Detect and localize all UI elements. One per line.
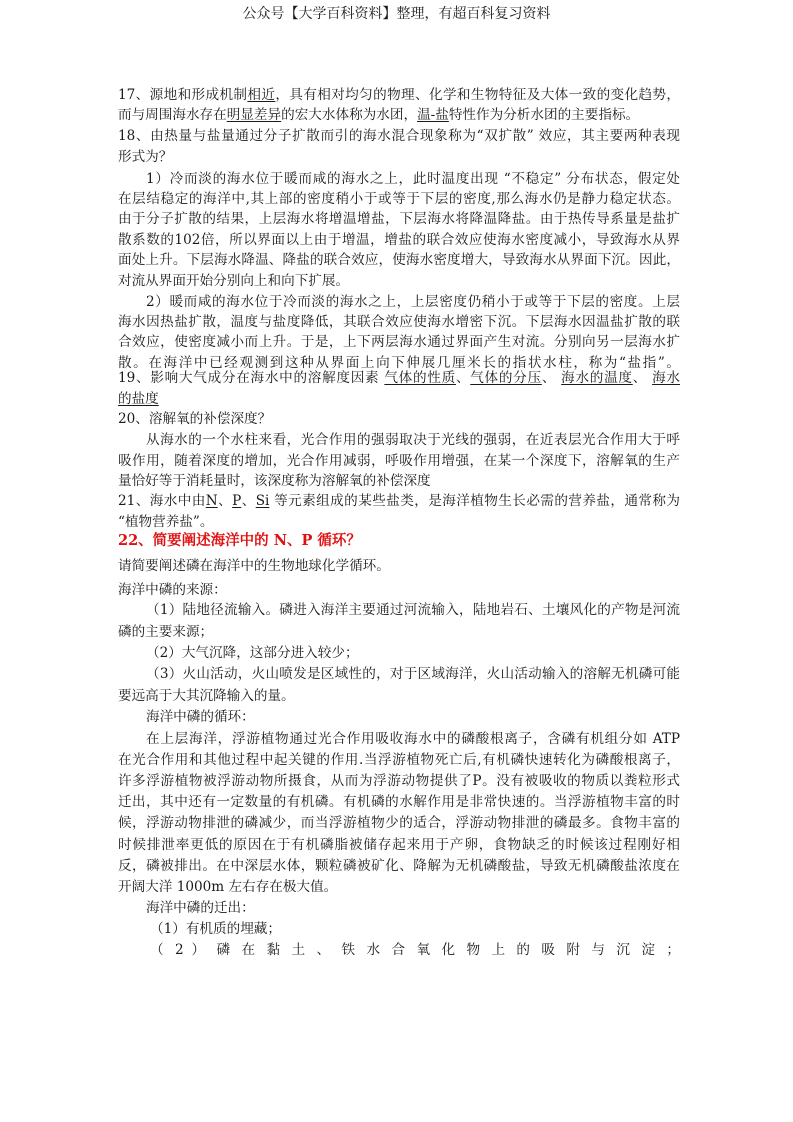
- text-line: [118, 835, 680, 855]
- text-segment: 、: [455, 370, 471, 386]
- text-line: [150, 919, 680, 939]
- text-line: [146, 430, 680, 450]
- text-segment: 磷的主要来源；: [118, 624, 214, 640]
- text-line: [118, 389, 680, 409]
- text-segment: 、: [241, 493, 256, 509]
- text-segment: 海洋中磷的循环：: [146, 709, 255, 725]
- underlined-term: Si: [255, 493, 270, 509]
- text-segment: 合效应，使密度减小而上升。于是，上下两层海水通过界面产生对流。分别向另一层海水扩: [118, 334, 680, 350]
- text-segment: 1）冷而淡的海水位于暖而咸的海水之上，此时温度出现 “不稳定” 分布状态，假定处: [146, 171, 680, 187]
- text-line: [146, 664, 680, 684]
- text-line: [118, 368, 680, 388]
- text-segment: 海洋中磷的来源：: [118, 582, 227, 598]
- text-segment: 迁出，其中还有一定数量的有机磷。有机磷的水解作用是非常快速的。当浮游植物丰富的时: [118, 794, 680, 810]
- text-segment: 要远高于大其沉降输入的量。: [118, 688, 295, 704]
- text-segment: 从海水的一个水柱来看，光合作用的强弱取决于光线的强弱，在近表层光合作用大于呼: [146, 432, 680, 448]
- text-line: [146, 707, 680, 727]
- text-line: [118, 491, 680, 511]
- text-segment: 对流从界面开始分别向上和向下扩展。: [118, 273, 350, 289]
- text-segment: ，具有相对均匀的物理、化学和生物特征及大体一致的变化趋势，: [275, 87, 680, 103]
- page-header: 公众号【大学百科资料】整理，有超百科复习资料: [242, 6, 551, 22]
- text-segment: 而与周围海水存在: [118, 107, 227, 123]
- text-segment: 开阔大洋 1000m 左右存在极大值。: [118, 879, 338, 895]
- text-segment: 面处上升。下层海水降温、降盐的联合效应，使海水密度增大，导致海水从界面下沉。因此，: [118, 252, 680, 268]
- text-segment: 21、海水中由: [118, 493, 206, 509]
- text-line: [118, 792, 680, 812]
- text-segment: 特性作为分析水团的主要指标。: [448, 107, 640, 123]
- text-segment: 、: [632, 370, 653, 386]
- text-segment: 22、简要阐述海洋中的 N、P 循环？: [118, 532, 361, 549]
- text-segment: 18、由热量与盐量通过分子扩散而引的海水混合现象称为“双扩散” 效应，其主要两种表现: [118, 128, 680, 144]
- text-segment: （1）有机质的埋藏；: [150, 921, 281, 937]
- text-segment: 2）暖而咸的海水位于冷而淡的海水之上，上层密度仍稍小于或等于下层的密度。上层: [146, 294, 680, 310]
- text-line: [118, 126, 680, 146]
- text-line: [118, 209, 680, 229]
- underlined-term: 气体的性质: [384, 370, 456, 386]
- text-line: [118, 250, 680, 270]
- text-segment: 候，浮游动物排泄的磷减少，而当浮游植物少的适合，浮游动物排泄的磷最多。食物丰富的: [118, 815, 680, 831]
- text-line: [118, 312, 680, 332]
- text-segment: 时候排泄率更低的原因在于有机磷脂被储存起来用于产卵，食物缺乏的时候该过程刚好相: [118, 837, 680, 853]
- text-segment: 海洋中磷的迁出：: [146, 900, 255, 916]
- text-segment: 在上层海洋，浮游植物通过光合作用吸收海水中的磷酸根离子，含磷有机组分如 ATP: [146, 731, 680, 747]
- text-segment: 在层结稳定的海洋中,其上部的密度稍小于或等于下层的密度,那么海水仍是静力稳定状态。: [118, 191, 680, 207]
- text-line: [118, 271, 680, 291]
- text-line: [118, 451, 680, 471]
- text-line: [118, 813, 680, 833]
- text-line: [146, 292, 680, 312]
- underlined-term: 气体的分压: [470, 370, 542, 386]
- text-segment: 海水因热盐扩散，温度与盐度降低，其联合效应使海水增密下沉。下层海水因温盐扩散的联: [118, 314, 680, 330]
- text-line: [118, 147, 680, 167]
- text-segment: 请简要阐述磷在海洋中的生物地球化学循环。: [118, 558, 390, 574]
- text-segment: 反，磷被排出。在中深层水体，颗粒磷被矿化、降解为无机磷酸盐，导致无机磷酸盐浓度在: [118, 858, 680, 874]
- text-segment: 散。在海洋中已经观测到这种从界面上向下伸展几厘米长的指状水柱，称为“盐指”。: [118, 355, 680, 371]
- text-segment: （2）大气沉降，这部分进入较少；: [146, 645, 359, 661]
- text-segment: 吸作用，随着深度的增加，光合作用减弱，呼吸作用增强，在某一个深度下，溶解氧的生产: [118, 453, 680, 469]
- text-line: [146, 643, 680, 663]
- underlined-term: 海水的温度: [561, 370, 633, 386]
- text-segment: 量恰好等于消耗量时，该深度称为溶解氧的补偿深度: [118, 473, 431, 489]
- underlined-term: P: [232, 493, 242, 509]
- text-segment: 等元素组成的某些盐类，是海洋植物生长必需的营养盐，通常称为: [269, 493, 681, 509]
- text-segment: （1）陆地径流输入。磷进入海洋主要通过河流输入，陆地岩石、土壤风化的产物是河流: [146, 602, 680, 618]
- text-line: [118, 189, 680, 209]
- text-segment: 的宏大水体称为水团，: [281, 107, 418, 123]
- text-segment: 、: [217, 493, 233, 509]
- text-segment: 19、影响大气成分在海水中的溶解度因素: [118, 370, 385, 386]
- text-segment: “植物营养盐”。: [118, 514, 214, 530]
- text-segment: （ 2 ） 磷 在 黏 土 、 铁 水 合 氧 化 物 上 的 吸 附 与 沉 淀 ；: [150, 942, 680, 958]
- text-line: [118, 409, 680, 429]
- text-segment: 在光合作用和其他过程中起关键的作用.当浮游植物死亡后,有机磷快速转化为磷酸根离子，: [118, 752, 680, 768]
- text-line: [118, 556, 680, 576]
- text-line: [118, 622, 680, 642]
- text-line: [118, 750, 680, 770]
- section-heading: [118, 531, 680, 551]
- text-segment: 由于分子扩散的结果，上层海水将增温增盐，下层海水将降温降盐。由于热传导系量是盐扩: [118, 211, 680, 227]
- underlined-term: N: [205, 493, 218, 509]
- text-segment: （3）火山活动，火山喷发是区域性的，对于区域海洋，火山活动输入的溶解无机磷可能: [146, 666, 680, 682]
- text-line: [118, 686, 680, 706]
- text-line: [118, 85, 680, 105]
- text-line: [146, 729, 680, 749]
- text-line: [118, 471, 680, 491]
- underlined-term: 相近: [247, 87, 276, 103]
- text-line: [118, 771, 680, 791]
- text-line: [118, 856, 680, 876]
- text-line: [118, 332, 680, 352]
- text-line: [146, 898, 680, 918]
- text-line: [118, 580, 680, 600]
- underlined-term: 的盐度: [118, 391, 159, 407]
- text-segment: 17、源地和形成机制: [118, 87, 248, 103]
- text-line: [118, 877, 680, 897]
- text-segment: 形式为？: [118, 149, 173, 165]
- text-line: [118, 512, 680, 532]
- text-line: [118, 105, 680, 125]
- text-segment: 许多浮游植物被浮游动物所摄食，从而为浮游动物提供了P。没有被吸收的物质以粪粒形式: [118, 773, 680, 789]
- text-line: [146, 600, 680, 620]
- underlined-term: 明显差异: [226, 107, 282, 123]
- text-segment: 散系数的102倍，所以界面以上由于增温，增盐的联合效应使海水密度减小，导致海水从界: [118, 232, 680, 248]
- text-segment: 20、溶解氧的补偿深度？: [118, 411, 272, 427]
- text-line: [118, 230, 680, 250]
- text-line: [150, 940, 680, 960]
- text-line: [146, 169, 680, 189]
- text-segment: 、: [541, 370, 562, 386]
- underlined-term: 海水: [652, 370, 680, 386]
- underlined-term: 温-盐: [417, 107, 449, 123]
